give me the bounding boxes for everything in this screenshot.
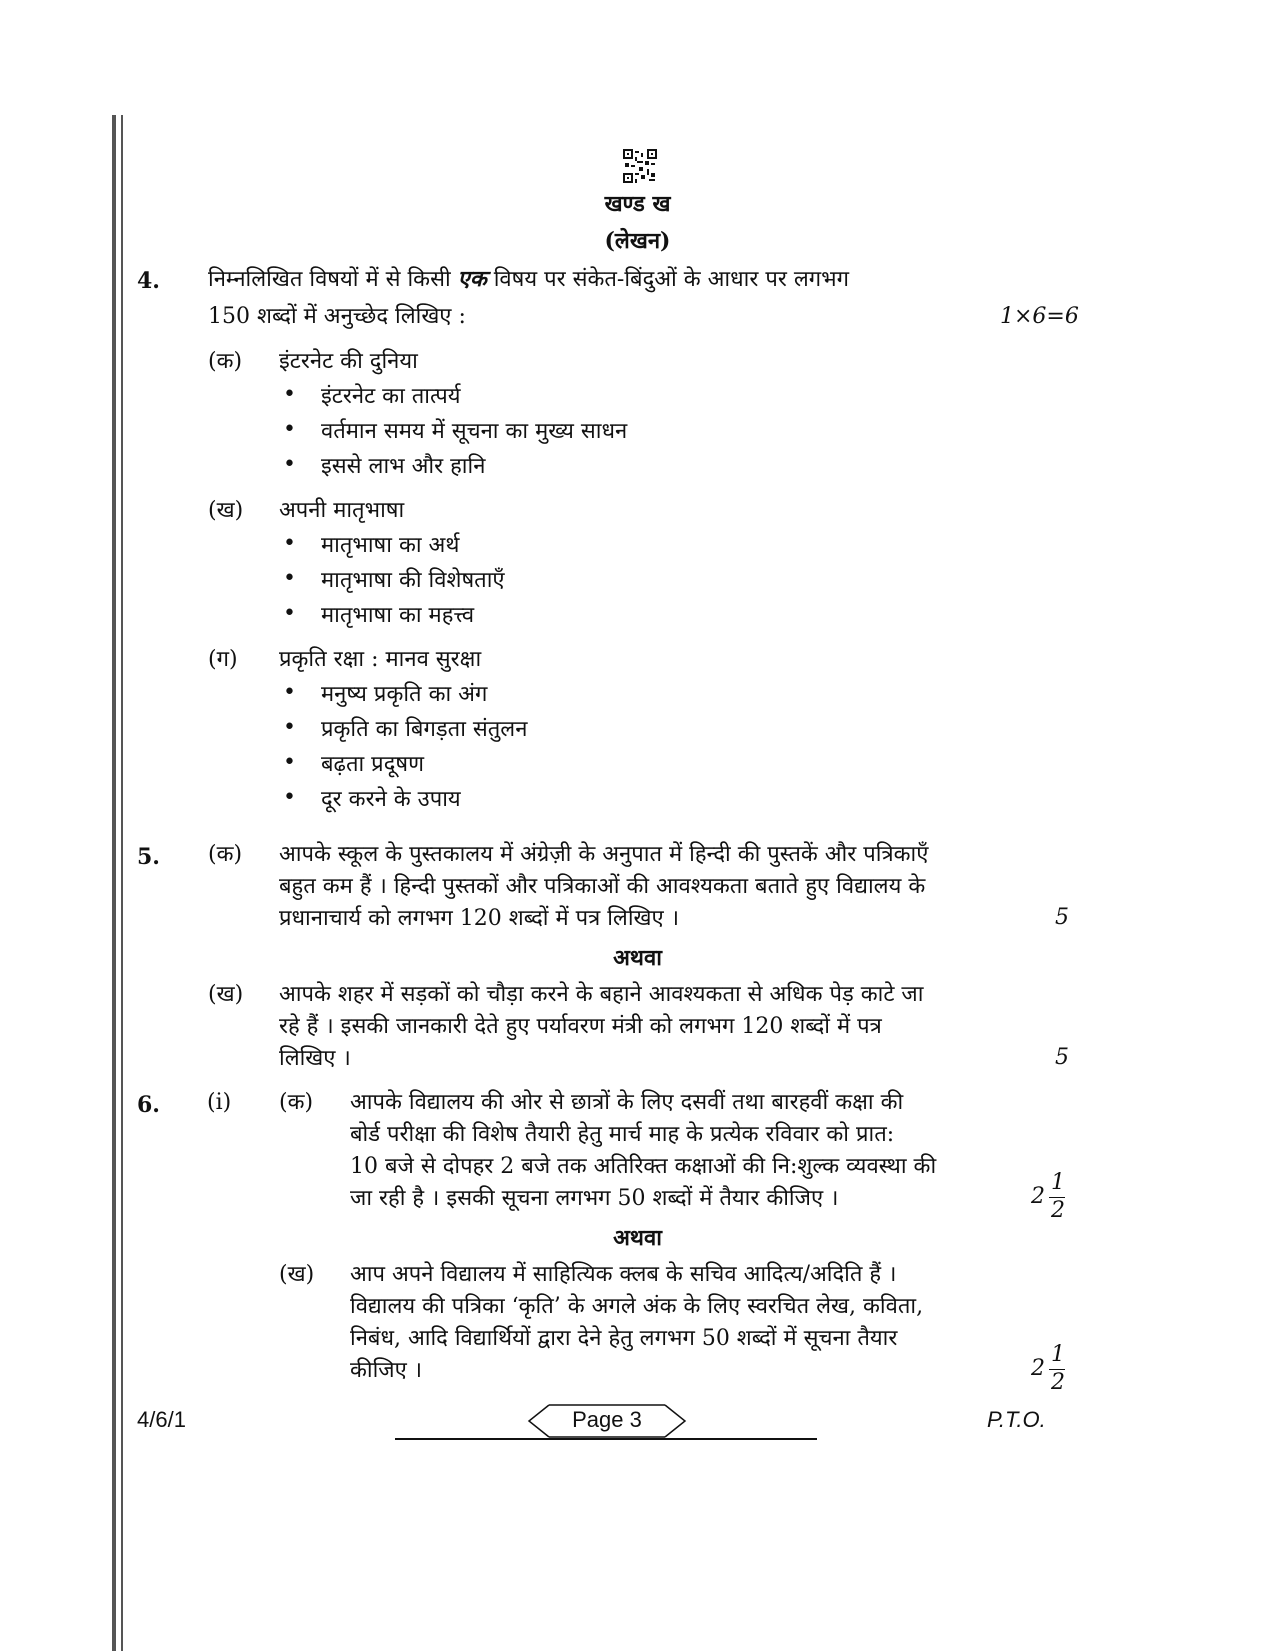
question-text: लिखिए ।	[279, 1046, 351, 1071]
question-text: रहे हैं । इसकी जानकारी देते हुए पर्यावरण मंत्री को लगभग 120 शब्दों में पत्र	[279, 1014, 882, 1039]
point-text: मनुष्य प्रकृति का अंग	[321, 682, 488, 707]
option-label: (ख)	[279, 1262, 315, 1287]
footer-rule	[395, 1438, 817, 1440]
bullet-icon: •	[283, 785, 296, 810]
question-text: विद्यालय की पत्रिका ‘कृति’ के अगले अंक के लिए स्वरचित लेख, कविता,	[350, 1294, 924, 1319]
point-text: मातृभाषा का अर्थ	[321, 533, 460, 558]
point-text: इससे लाभ और हानि	[321, 454, 486, 479]
marks-numerator: 1	[1051, 1170, 1065, 1195]
section-title: खण्ड ख	[604, 191, 671, 217]
marks-fraction	[1031, 1342, 1071, 1396]
marks-denominator: 2	[1051, 1370, 1065, 1395]
option-title: अपनी मातृभाषा	[279, 498, 405, 523]
bullet-icon: •	[283, 531, 296, 556]
marks-whole: 2	[1031, 1356, 1045, 1381]
point-text: दूर करने के उपाय	[321, 787, 461, 812]
option-title: प्रकृति रक्षा : मानव सुरक्षा	[279, 647, 482, 672]
marks-denominator: 2	[1051, 1198, 1065, 1223]
bullet-icon: •	[283, 601, 296, 626]
question-text: बोर्ड परीक्षा की विशेष तैयारी हेतु मार्च माह के प्रत्येक रविवार को प्रात:	[350, 1122, 895, 1147]
marks-numerator: 1	[1051, 1342, 1065, 1367]
question-number: 4.	[137, 268, 160, 294]
point-text: बढ़ता प्रदूषण	[321, 752, 425, 777]
point-text: प्रकृति का बिगड़ता संतुलन	[321, 717, 528, 742]
question-text-part: निम्नलिखित विषयों में से किसी	[208, 267, 451, 292]
option-label: (क)	[208, 349, 243, 374]
question-text: आपके स्कूल के पुस्तकालय में अंग्रेज़ी के अनुपात में हिन्दी की पुस्तकें और पत्रिकाएँ	[279, 842, 929, 867]
sub-question-label: (i)	[207, 1090, 232, 1115]
option-label: (क)	[279, 1090, 314, 1115]
page-number: Page 3	[572, 1407, 642, 1432]
question-text: जा रही है । इसकी सूचना लगभग 50 शब्दों में तैयार कीजिए ।	[350, 1186, 839, 1211]
question-text	[208, 262, 849, 297]
paper-code: 4/6/1	[137, 1407, 186, 1432]
bullet-icon: •	[283, 382, 296, 407]
margin-rule-outer	[112, 115, 116, 1651]
or-divider: अथवा	[613, 945, 662, 971]
option-label: (ख)	[208, 498, 244, 523]
section-subtitle: (लेखन)	[604, 228, 671, 254]
marks-fraction	[1031, 1170, 1071, 1224]
question-text-part: विषय पर संकेत-बिंदुओं के आधार पर लगभग	[493, 267, 850, 292]
option-label: (ख)	[208, 982, 244, 1007]
or-divider: अथवा	[613, 1225, 662, 1251]
option-label: (क)	[208, 842, 243, 867]
point-text: इंटरनेट का तात्पर्य	[321, 384, 461, 409]
question-text: आप अपने विद्यालय में साहित्यिक क्लब के सचिव आदित्य/अदिति हैं ।	[350, 1262, 897, 1287]
question-number: 5.	[137, 844, 160, 870]
marks: 5	[1055, 905, 1069, 930]
bullet-icon: •	[283, 750, 296, 775]
question-text: आपके शहर में सड़कों को चौड़ा करने के बहाने आवश्यकता से अधिक पेड़ काटे जा	[279, 982, 924, 1007]
marks: 5	[1055, 1045, 1069, 1070]
question-text: 10 बजे से दोपहर 2 बजे तक अतिरिक्त कक्षाओं की नि:शुल्क व्यवस्था की	[350, 1154, 937, 1179]
question-text: बहुत कम हैं । हिन्दी पुस्तकों और पत्रिकाओं की आवश्यकता बताते हुए विद्यालय के	[279, 874, 926, 899]
point-text: वर्तमान समय में सूचना का मुख्य साधन	[321, 419, 628, 444]
marks: 1×6=6	[1000, 304, 1079, 329]
question-text: प्रधानाचार्य को लगभग 120 शब्दों में पत्र लिखिए ।	[279, 906, 680, 931]
bullet-icon: •	[283, 452, 296, 477]
margin-rule-inner	[121, 115, 123, 1651]
qr-code	[623, 149, 657, 183]
option-label: (ग)	[208, 647, 238, 672]
bullet-icon: •	[283, 566, 296, 591]
question-text: कीजिए ।	[350, 1358, 423, 1383]
bullet-icon: •	[283, 680, 296, 705]
question-number: 6.	[137, 1092, 160, 1118]
point-text: मातृभाषा का महत्त्व	[321, 603, 475, 628]
bullet-icon: •	[283, 417, 296, 442]
pto-label: P.T.O.	[987, 1407, 1046, 1432]
emphasis-word: एक	[457, 266, 487, 292]
question-text: 150 शब्दों में अनुच्छेद लिखिए :	[208, 304, 466, 329]
question-text: आपके विद्यालय की ओर से छात्रों के लिए दसवीं तथा बारहवीं कक्षा की	[350, 1090, 904, 1115]
marks-whole: 2	[1031, 1184, 1045, 1209]
bullet-icon: •	[283, 715, 296, 740]
question-text: निबंध, आदि विद्यार्थियों द्वारा देने हेतु लगभग 50 शब्दों में सूचना तैयार	[350, 1326, 898, 1351]
option-title: इंटरनेट की दुनिया	[279, 349, 418, 374]
point-text: मातृभाषा की विशेषताएँ	[321, 568, 505, 593]
